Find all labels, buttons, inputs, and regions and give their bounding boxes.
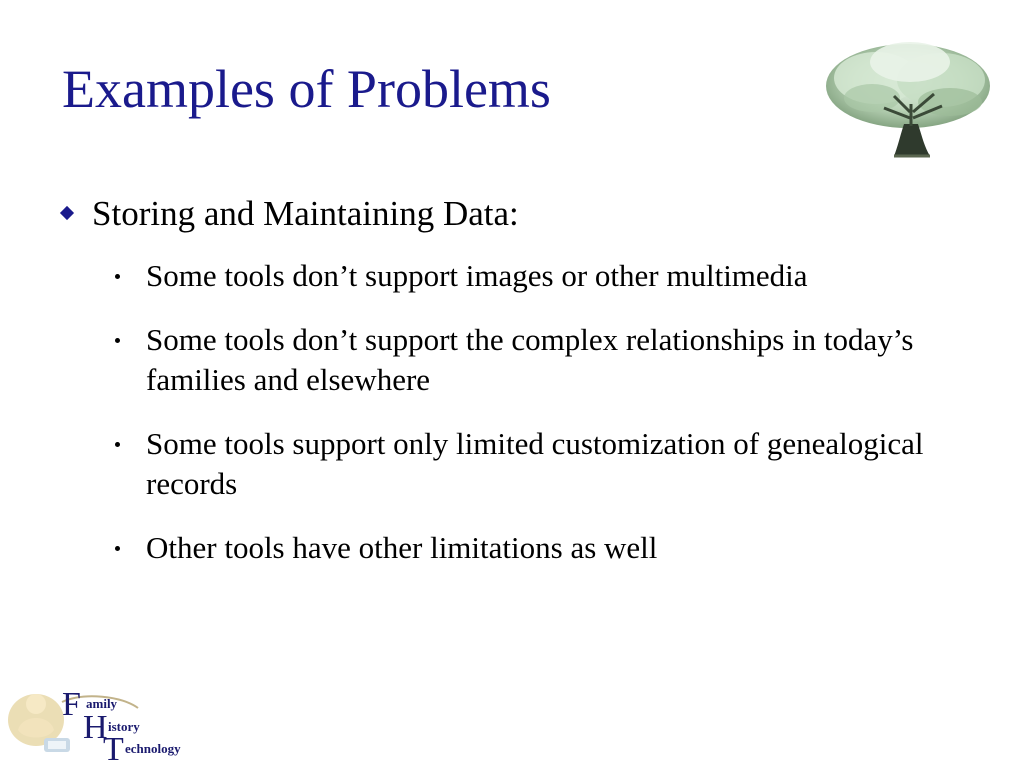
bullet-dot-icon	[115, 546, 120, 551]
sub-bullet-text: Some tools don’t support the complex relationships in today’s families and elsewhere	[146, 322, 914, 397]
slide-title: Examples of Problems	[62, 59, 551, 119]
sub-bullet-item	[112, 424, 952, 504]
bullet-dot-icon	[115, 442, 120, 447]
logo-letter-h: H	[83, 709, 108, 746]
sub-bullet-text: Other tools have other limitations as well	[146, 530, 658, 565]
sub-bullet-item	[112, 528, 952, 568]
sub-bullet-text: Some tools support only limited customization of genealogical records	[146, 426, 924, 501]
logo-word-family: amily	[86, 696, 118, 711]
family-history-technology-logo	[4, 684, 224, 768]
bullet-dot-icon	[115, 338, 120, 343]
logo-word-technology: echnology	[125, 741, 181, 756]
tree-icon	[818, 28, 1000, 160]
diamond-bullet-icon	[60, 206, 74, 220]
logo-word-history: istory	[108, 719, 140, 734]
sub-bullet-item	[112, 256, 952, 296]
sub-bullet-text: Some tools don’t support images or other multimedia	[146, 258, 808, 293]
sub-bullet-list	[112, 256, 952, 592]
bullet-dot-icon	[115, 274, 120, 279]
logo-letter-t: T	[103, 731, 124, 768]
sub-bullet-item	[112, 320, 952, 400]
logo-letter-f: F	[62, 686, 81, 723]
main-bullet-text: Storing and Maintaining Data:	[92, 194, 519, 233]
main-bullet	[62, 193, 519, 235]
